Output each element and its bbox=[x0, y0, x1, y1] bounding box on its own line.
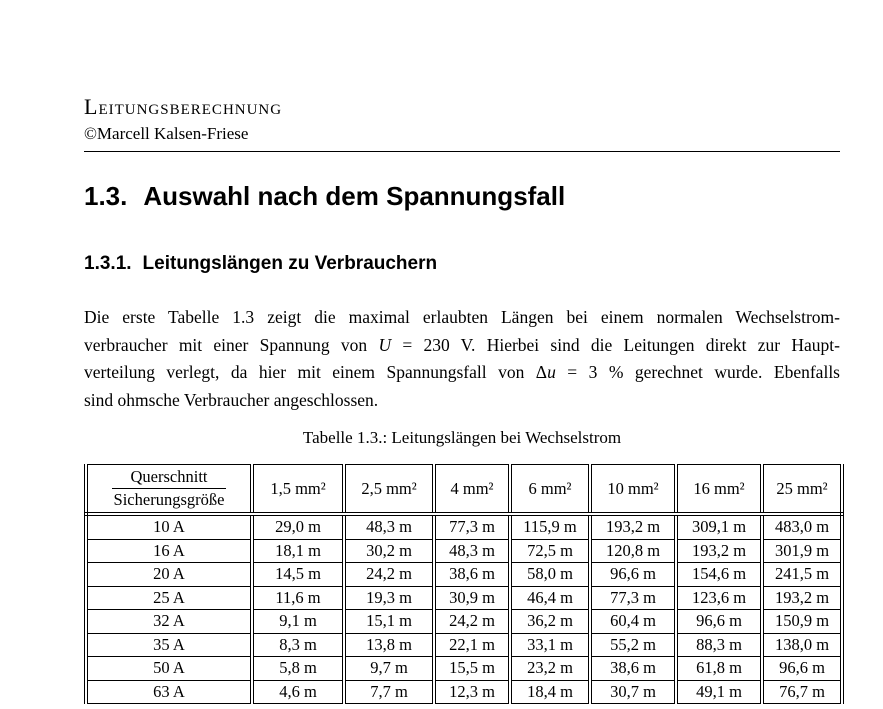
table-cell: 7,7 m bbox=[344, 680, 434, 704]
math-variable: U bbox=[378, 334, 392, 355]
table-cell: 24,2 m bbox=[434, 610, 510, 634]
table-cell: 61,8 m bbox=[676, 657, 762, 681]
table-cell: 96,6 m bbox=[590, 563, 676, 587]
table-cell: 58,0 m bbox=[510, 563, 590, 587]
table-cell: 77,3 m bbox=[434, 514, 510, 539]
table-cell: 193,2 m bbox=[762, 586, 842, 610]
table-cell: 96,6 m bbox=[762, 657, 842, 681]
paragraph-text: verbraucher mit einer Spannung von bbox=[84, 334, 379, 355]
table-cell: 13,8 m bbox=[344, 633, 434, 657]
math-variable: u bbox=[547, 362, 556, 382]
table-cell: 88,3 m bbox=[676, 633, 762, 657]
table-cell: 29,0 m bbox=[252, 514, 344, 539]
doc-title: Leitungsberechnung bbox=[84, 94, 283, 119]
table-cell: 30,7 m bbox=[590, 680, 676, 704]
table-row bbox=[86, 539, 842, 563]
table-row bbox=[86, 657, 842, 681]
table-cell: 46,4 m bbox=[510, 586, 590, 610]
table-cell: 22,1 m bbox=[434, 633, 510, 657]
table-cell: 18,1 m bbox=[252, 539, 344, 563]
table-cell: 301,9 m bbox=[762, 539, 842, 563]
paragraph-line bbox=[84, 359, 840, 387]
table-row bbox=[86, 633, 842, 657]
table-cell: 4,6 m bbox=[252, 680, 344, 704]
paragraph-line bbox=[84, 304, 840, 332]
section-title: Auswahl nach dem Spannungsfall bbox=[143, 181, 566, 211]
table-cell: 18,4 m bbox=[510, 680, 590, 704]
table-cell: 76,7 m bbox=[762, 680, 842, 704]
table-cell: 24,2 m bbox=[344, 563, 434, 587]
table-cell: 193,2 m bbox=[676, 539, 762, 563]
table-cell: 9,1 m bbox=[252, 610, 344, 634]
section-number: 1.3. bbox=[84, 181, 128, 211]
table-cell: 19,3 m bbox=[344, 586, 434, 610]
column-header: 1,5 mm² bbox=[252, 465, 344, 515]
table-cell: 48,3 m bbox=[344, 514, 434, 539]
table-cell: 55,2 m bbox=[590, 633, 676, 657]
subsection-title: Leitungslängen zu Verbrauchern bbox=[142, 253, 438, 274]
subsection-number: 1.3.1. bbox=[84, 253, 132, 274]
fuse-cell: 35 A bbox=[86, 633, 252, 657]
table-row bbox=[86, 586, 842, 610]
column-header: 25 mm² bbox=[762, 465, 842, 515]
fuse-cell: 16 A bbox=[86, 539, 252, 563]
table-cell: 14,5 m bbox=[252, 563, 344, 587]
header-rule bbox=[84, 151, 840, 152]
table-cell: 77,3 m bbox=[590, 586, 676, 610]
table-cell: 60,4 m bbox=[590, 610, 676, 634]
table-cell: 72,5 m bbox=[510, 539, 590, 563]
table-cell: 12,3 m bbox=[434, 680, 510, 704]
corner-bottom-label: Sicherungsgröße bbox=[113, 490, 225, 509]
table-cell: 193,2 m bbox=[590, 514, 676, 539]
paragraph-text: = 3 % gerechnet wurde. Ebenfalls bbox=[555, 362, 840, 382]
corner-header-cell bbox=[86, 465, 252, 515]
table-cell: 154,6 m bbox=[676, 563, 762, 587]
table-row bbox=[86, 514, 842, 539]
doc-copyright: ©Marcell Kalsen-Friese bbox=[84, 124, 249, 143]
table-cell: 15,5 m bbox=[434, 657, 510, 681]
section-heading bbox=[84, 181, 840, 212]
table-cell: 49,1 m bbox=[676, 680, 762, 704]
table-cell: 48,3 m bbox=[434, 539, 510, 563]
leitungslaengen-table bbox=[84, 464, 844, 704]
column-header: 4 mm² bbox=[434, 465, 510, 515]
fuse-cell: 63 A bbox=[86, 680, 252, 704]
table-caption: Tabelle 1.3.: Leitungslängen bei Wechselstrom bbox=[302, 428, 622, 447]
corner-top-label: Querschnitt bbox=[112, 466, 227, 489]
fuse-cell: 10 A bbox=[86, 514, 252, 539]
table-cell: 9,7 m bbox=[344, 657, 434, 681]
table-cell: 120,8 m bbox=[590, 539, 676, 563]
table-cell: 33,1 m bbox=[510, 633, 590, 657]
column-header: 6 mm² bbox=[510, 465, 590, 515]
table-row bbox=[86, 680, 842, 704]
table-cell: 123,6 m bbox=[676, 586, 762, 610]
table-cell: 38,6 m bbox=[590, 657, 676, 681]
table-cell: 30,9 m bbox=[434, 586, 510, 610]
table-cell: 36,2 m bbox=[510, 610, 590, 634]
subsection-heading bbox=[84, 253, 840, 275]
table-cell: 96,6 m bbox=[676, 610, 762, 634]
table-cell: 150,9 m bbox=[762, 610, 842, 634]
fuse-cell: 20 A bbox=[86, 563, 252, 587]
paragraph-text: verteilung verlegt, da hier mit einem Spannungsfall von Δ bbox=[84, 362, 548, 382]
table-cell: 23,2 m bbox=[510, 657, 590, 681]
table-header-row bbox=[86, 465, 842, 515]
paragraph-text: sind ohmsche Verbraucher angeschlossen. bbox=[84, 389, 379, 410]
table-cell: 15,1 m bbox=[344, 610, 434, 634]
body-paragraph bbox=[84, 304, 840, 414]
fuse-cell: 50 A bbox=[86, 657, 252, 681]
table-cell: 38,6 m bbox=[434, 563, 510, 587]
fuse-cell: 25 A bbox=[86, 586, 252, 610]
document-header bbox=[84, 0, 840, 152]
table-row bbox=[86, 563, 842, 587]
table-cell: 483,0 m bbox=[762, 514, 842, 539]
table-row bbox=[86, 610, 842, 634]
paragraph-text: = 230 V. Hierbei sind die Leitungen direkt zur Haupt- bbox=[391, 334, 840, 355]
paragraph-text: Die erste Tabelle 1.3 zeigt die maximal erlaubten Längen bei einem normalen Wechselstrom- bbox=[84, 307, 840, 327]
table-cell: 138,0 m bbox=[762, 633, 842, 657]
table-cell: 5,8 m bbox=[252, 657, 344, 681]
corner-fraction bbox=[112, 465, 227, 512]
table-cell: 241,5 m bbox=[762, 563, 842, 587]
table-cell: 8,3 m bbox=[252, 633, 344, 657]
column-header: 16 mm² bbox=[676, 465, 762, 515]
paragraph-line bbox=[84, 332, 840, 360]
table-cell: 115,9 m bbox=[510, 514, 590, 539]
table-cell: 30,2 m bbox=[344, 539, 434, 563]
column-header: 10 mm² bbox=[590, 465, 676, 515]
paragraph-line bbox=[84, 387, 840, 415]
fuse-cell: 32 A bbox=[86, 610, 252, 634]
column-header: 2,5 mm² bbox=[344, 465, 434, 515]
table-cell: 11,6 m bbox=[252, 586, 344, 610]
table-cell: 309,1 m bbox=[676, 514, 762, 539]
